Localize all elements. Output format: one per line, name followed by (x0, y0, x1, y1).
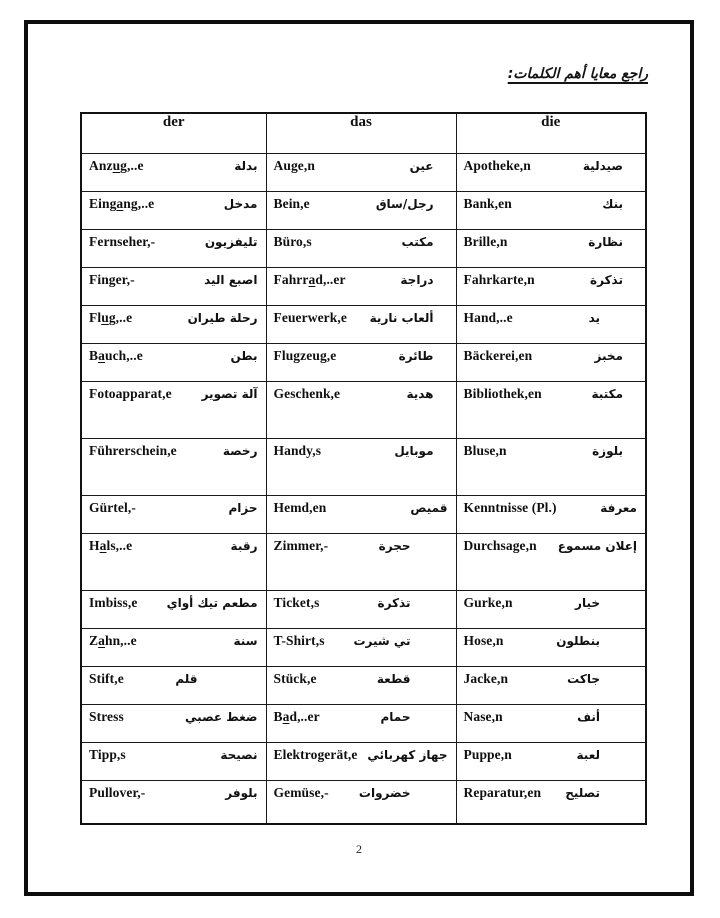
arabic-translation: مخبز (594, 348, 623, 363)
german-word: Fahrkarte,n (463, 271, 535, 287)
vocab-cell (456, 343, 646, 381)
arabic-translation: بدلة (234, 158, 258, 173)
arabic-translation: عين (409, 158, 434, 173)
arabic-translation: مكتب (401, 234, 434, 249)
german-word: Bäckerei,en (463, 347, 533, 363)
arabic-translation: يد (588, 310, 600, 325)
vocab-cell (81, 267, 266, 305)
column-header-der: der (81, 113, 266, 153)
german-word: Finger,- (89, 271, 135, 287)
arabic-translation: جهاز كهربائي (367, 747, 448, 762)
vocab-cell (81, 704, 266, 742)
table-row (81, 381, 646, 438)
german-word: Stress (89, 708, 124, 724)
vocab-cell (456, 381, 646, 438)
arabic-translation: رقبة (230, 538, 258, 553)
arabic-translation: خيار (575, 595, 600, 610)
vocab-cell (81, 305, 266, 343)
german-word: Flug,..e (89, 309, 133, 325)
arabic-translation: سنة (233, 633, 258, 648)
german-word: Stift,e (89, 670, 124, 686)
german-word: Durchsage,n (463, 537, 537, 553)
arabic-translation: تصليح (565, 785, 600, 800)
arabic-translation: جاكت (567, 671, 600, 686)
vocab-cell (456, 305, 646, 343)
vocab-cell (266, 305, 456, 343)
arabic-translation: قميص (410, 500, 448, 515)
vocab-cell (81, 590, 266, 628)
german-word: Elektrogerät,e (273, 746, 358, 762)
vocab-cell (456, 438, 646, 495)
vocabulary-table (80, 112, 647, 825)
vocab-cell (266, 590, 456, 628)
vocab-cell (456, 666, 646, 704)
arabic-translation: إعلان مسموع (557, 538, 637, 553)
arabic-translation: قطعة (376, 671, 411, 686)
vocab-cell (266, 191, 456, 229)
vocab-cell (266, 742, 456, 780)
vocab-cell (456, 704, 646, 742)
table-row (81, 590, 646, 628)
german-word: Stück,e (273, 670, 317, 686)
arabic-translation: بطن (230, 348, 258, 363)
arabic-translation: موبايل (394, 443, 434, 458)
page-number: 2 (356, 842, 362, 856)
table-row (81, 191, 646, 229)
vocab-cell (266, 381, 456, 438)
arabic-translation: صيدلية (582, 158, 623, 173)
vocab-cell (266, 780, 456, 824)
table-row (81, 267, 646, 305)
table-row (81, 704, 646, 742)
vocab-cell (81, 153, 266, 191)
german-word: Jacke,n (463, 670, 509, 686)
arabic-translation: مدخل (223, 196, 258, 211)
german-word: Gemüse,- (273, 784, 329, 800)
german-word: Geschenk,e (273, 385, 341, 401)
german-word: Puppe,n (463, 746, 512, 762)
german-word: Bad,..er (273, 708, 320, 724)
arabic-translation: بلوفر (225, 785, 258, 800)
table-row (81, 153, 646, 191)
german-word: Gürtel,- (89, 499, 136, 515)
vocab-cell (456, 628, 646, 666)
arabic-translation: مطعم تيك أواي (166, 595, 258, 610)
vocab-cell (266, 533, 456, 590)
vocab-cell (81, 191, 266, 229)
german-word: Bibliothek,en (463, 385, 542, 401)
table-row (81, 628, 646, 666)
german-word: Büro,s (273, 233, 312, 249)
vocab-cell (81, 495, 266, 533)
arabic-translation: دراجة (400, 272, 434, 287)
german-word: Bein,e (273, 195, 310, 211)
table-row (81, 343, 646, 381)
vocab-cell (81, 343, 266, 381)
german-word: Hemd,en (273, 499, 327, 515)
arabic-translation: بنك (602, 196, 623, 211)
arabic-translation: خضروات (358, 785, 411, 800)
table-row (81, 533, 646, 590)
arabic-translation: رخصة (222, 443, 258, 458)
page-border-frame (24, 20, 694, 896)
vocab-cell (456, 533, 646, 590)
arabic-translation: نظارة (588, 234, 623, 249)
arabic-translation: حجرة (378, 538, 411, 553)
german-word: Hals,..e (89, 537, 133, 553)
vocab-cell (81, 666, 266, 704)
vocab-cell (266, 267, 456, 305)
arabic-translation: تذكرة (590, 272, 623, 287)
table-row (81, 438, 646, 495)
arabic-translation: نصيحة (220, 747, 258, 762)
vocab-table-body (81, 153, 646, 824)
german-word: Apotheke,n (463, 157, 531, 173)
column-header-die: die (456, 113, 646, 153)
vocab-cell (456, 495, 646, 533)
arabic-translation: لعبة (576, 747, 600, 762)
vocab-cell (81, 780, 266, 824)
vocab-cell (81, 533, 266, 590)
german-word: Flugzeug,e (273, 347, 337, 363)
german-word: Reparatur,en (463, 784, 542, 800)
arabic-translation: طائرة (398, 348, 434, 363)
arabic-translation: تي شيرت (353, 633, 411, 648)
german-word: Hand,..e (463, 309, 513, 325)
vocab-cell (266, 666, 456, 704)
table-row (81, 780, 646, 824)
vocab-cell (456, 780, 646, 824)
table-row (81, 495, 646, 533)
german-word: Bluse,n (463, 442, 507, 458)
arabic-translation: ضغط عصبي (185, 709, 258, 724)
vocab-cell (81, 381, 266, 438)
table-row (81, 666, 646, 704)
arabic-translation: تذكرة (377, 595, 411, 610)
german-word: T-Shirt,s (273, 632, 325, 648)
vocab-cell (81, 742, 266, 780)
arabic-translation: آلة تصوير (201, 386, 258, 401)
german-word: Bauch,..e (89, 347, 143, 363)
german-word: Anzug,..e (89, 157, 144, 173)
german-word: Imbiss,e (89, 594, 138, 610)
german-word: Fotoapparat,e (89, 385, 172, 401)
vocab-cell (456, 229, 646, 267)
german-word: Zimmer,- (273, 537, 329, 553)
german-word: Kenntnisse (Pl.) (463, 499, 557, 515)
german-word: Führerschein,e (89, 442, 177, 458)
vocab-cell (456, 742, 646, 780)
table-row (81, 229, 646, 267)
page-title: راجع معايا أهم الكلمات: (507, 66, 648, 82)
arabic-translation: اصبع اليد (204, 272, 258, 287)
vocab-cell (81, 628, 266, 666)
vocab-cell (81, 438, 266, 495)
vocab-cell (266, 628, 456, 666)
table-row (81, 305, 646, 343)
german-word: Pullover,- (89, 784, 146, 800)
vocab-cell (81, 229, 266, 267)
vocab-cell (266, 704, 456, 742)
german-word: Zahn,..e (89, 632, 137, 648)
vocab-cell (266, 153, 456, 191)
german-word: Eingang,..e (89, 195, 155, 211)
german-word: Ticket,s (273, 594, 320, 610)
vocab-cell (456, 267, 646, 305)
column-header-das: das (266, 113, 456, 153)
german-word: Feuerwerk,e (273, 309, 347, 325)
arabic-translation: تليفزيون (204, 234, 258, 249)
table-header-row (81, 113, 646, 153)
table-row (81, 742, 646, 780)
vocab-cell (266, 343, 456, 381)
german-word: Hose,n (463, 632, 504, 648)
german-word: Auge,n (273, 157, 315, 173)
german-word: Fernseher,- (89, 233, 156, 249)
arabic-translation: ألعاب نارية (369, 310, 434, 325)
german-word: Fahrrad,..er (273, 271, 346, 287)
german-word: Handy,s (273, 442, 322, 458)
vocab-cell (266, 229, 456, 267)
vocab-cell (456, 191, 646, 229)
vocab-cell (266, 438, 456, 495)
arabic-translation: أنف (577, 709, 600, 724)
german-word: Gurke,n (463, 594, 513, 610)
german-word: Nase,n (463, 708, 503, 724)
german-word: Tipp,s (89, 746, 126, 762)
arabic-translation: معرفة (600, 500, 637, 515)
vocab-cell (456, 590, 646, 628)
german-word: Brille,n (463, 233, 508, 249)
arabic-translation: بلوزة (592, 443, 623, 458)
vocab-cell (266, 495, 456, 533)
arabic-translation: حمام (380, 709, 411, 724)
arabic-translation: رحلة طيران (187, 310, 258, 325)
arabic-translation: هدية (406, 386, 434, 401)
arabic-translation: بنطلون (556, 633, 600, 648)
arabic-translation: قلم (175, 671, 198, 686)
german-word: Bank,en (463, 195, 512, 211)
arabic-translation: مكتبة (591, 386, 623, 401)
arabic-translation: حزام (228, 500, 258, 515)
vocab-cell (456, 153, 646, 191)
arabic-translation: رجل/ساق (375, 196, 434, 211)
